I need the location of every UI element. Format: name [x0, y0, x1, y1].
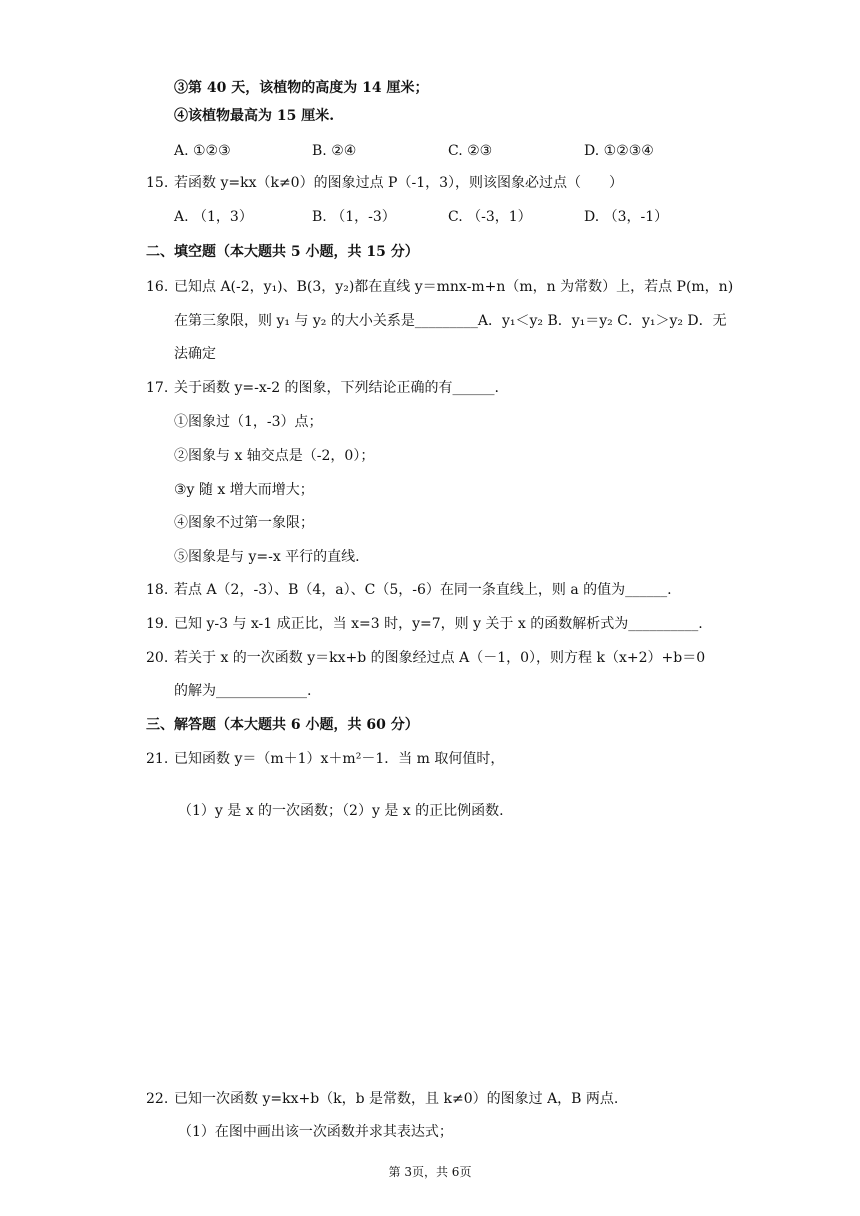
answer-space[interactable]	[146, 830, 716, 1080]
q21-line-1: 已知函数 y＝（m＋1）x＋m²－1．当 m 取何值时，	[174, 751, 505, 767]
q20-number: 20.	[146, 650, 169, 666]
section-3-heading: 三、解答题（本大题共 6 小题，共 60 分）	[146, 717, 419, 733]
q17-number: 17.	[146, 380, 169, 396]
q16-number: 16.	[146, 279, 169, 295]
q15-option-d[interactable]: D. （3，-1）	[584, 209, 669, 225]
q14-option-d[interactable]: D. ①②③④	[584, 143, 654, 159]
q17-item: ②图象与 x 轴交点是（-2，0）；	[174, 448, 375, 464]
q18-text: 若点 A（2，-3）、B（4，a）、C（5，-6）在同一条直线上，则 a 的值为______.	[174, 582, 672, 598]
q17-text: 关于函数 y=-x-2 的图象，下列结论正确的有______.	[174, 380, 500, 396]
q15-option-a[interactable]: A. （1，3）	[174, 209, 253, 225]
q14-option-a[interactable]: A. ①②③	[174, 143, 231, 159]
q22-number: 22.	[146, 1091, 169, 1107]
q14-option-b[interactable]: B. ②④	[312, 143, 357, 159]
q14-item-3: ③第 40 天，该植物的高度为 14 厘米；	[174, 80, 429, 96]
q20-line-2: 的解为_____________.	[174, 683, 312, 699]
q19-number: 19.	[146, 616, 169, 632]
section-2-heading: 二、填空题（本大题共 5 小题，共 15 分）	[146, 244, 419, 260]
q14-option-c[interactable]: C. ②③	[448, 143, 493, 159]
q15-text: 若函数 y=kx（k≠0）的图象过点 P（-1，3），则该图象必过点（ ）	[174, 175, 624, 191]
q16-line-1: 已知点 A(-2，y₁)、B(3，y₂)都在直线 y＝mnx-m+n（m，n 为常数）上，若点 P(m，n)	[174, 279, 734, 295]
page-footer: 第 3页，共 6页	[388, 1165, 472, 1179]
q15-number: 15.	[146, 175, 169, 191]
q22-line-2: （1）在图中画出该一次函数并求其表达式；	[178, 1124, 453, 1140]
q21-line-2: （1）y 是 x 的一次函数；（2）y 是 x 的正比例函数.	[178, 803, 504, 819]
q17-item: ①图象过（1，-3）点；	[174, 414, 323, 430]
q19-text: 已知 y-3 与 x-1 成正比，当 x=3 时，y=7，则 y 关于 x 的函数解析式为__________.	[174, 616, 703, 632]
q16-line-3: 法确定	[174, 346, 216, 362]
q17-item: ④图象不过第一象限；	[174, 515, 314, 531]
q14-item-4: ④该植物最高为 15 厘米.	[174, 108, 335, 124]
q21-number: 21.	[146, 751, 169, 767]
q17-item: ③y 随 x 增大而增大；	[174, 482, 314, 498]
q18-number: 18.	[146, 582, 169, 598]
q22-line-1: 已知一次函数 y=kx+b（k，b 是常数，且 k≠0）的图象过 A，B 两点.	[174, 1091, 619, 1107]
q15-option-b[interactable]: B. （1，-3）	[312, 209, 396, 225]
q15-option-c[interactable]: C. （-3，1）	[448, 209, 532, 225]
q20-line-1: 若关于 x 的一次函数 y＝kx+b 的图象经过点 A（－1，0），则方程 k（x+2）+b＝0	[174, 650, 706, 666]
q16-line-2: 在第三象限，则 y₁ 与 y₂ 的大小关系是_________A．y₁＜y₂ B．y₁＝y₂ C．y₁＞y₂ D．无	[174, 313, 727, 329]
q17-item: ⑤图象是与 y=-x 平行的直线.	[174, 549, 360, 565]
